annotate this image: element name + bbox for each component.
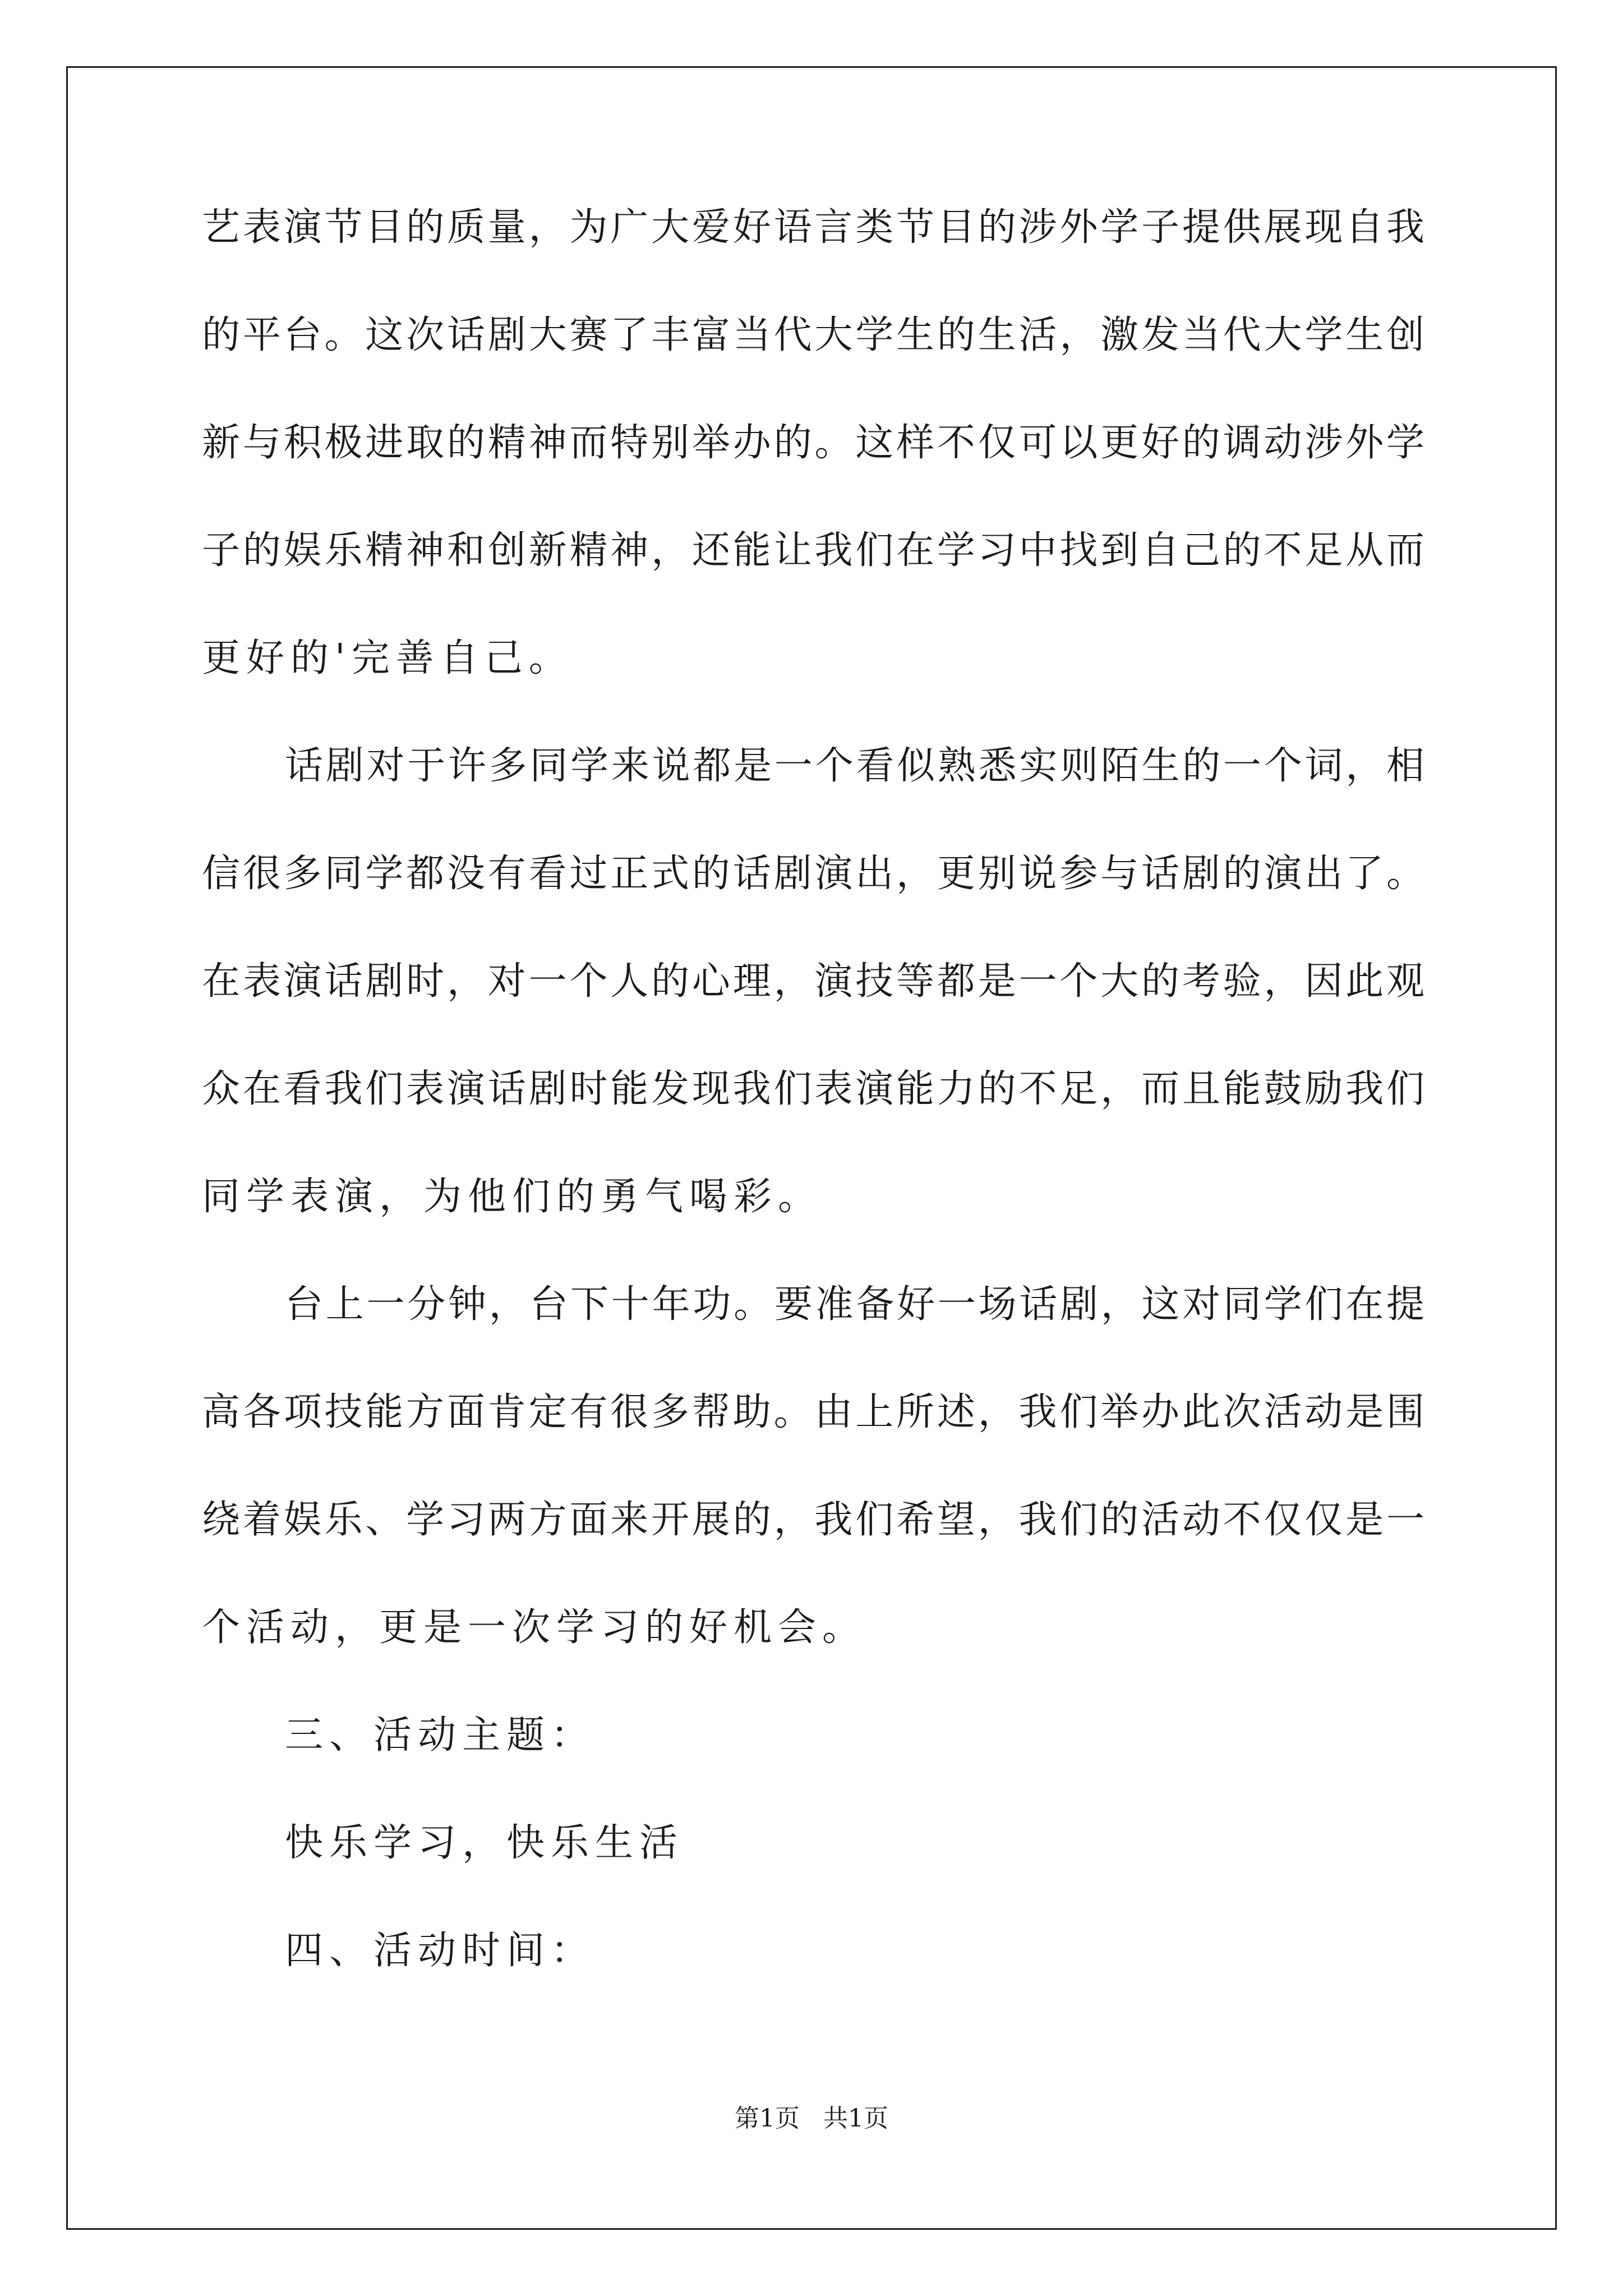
section-heading: 三、活动主题：	[285, 1713, 596, 1757]
text-line: 新与积极进取的精神而特别举办的。这样不仅可以更好的调动涉外学	[202, 421, 1424, 465]
text-line: 信很多同学都没有看过正式的话剧演出，更别说参与话剧的演出了。	[202, 852, 1424, 896]
paragraph-first-line: 话剧对于许多同学来说都是一个看似熟悉实则陌生的一个词，相	[285, 744, 1424, 788]
text-line: 子的娱乐精神和创新精神，还能让我们在学习中找到自己的不足从而	[202, 528, 1424, 573]
theme-text: 快乐学习，快乐生活	[285, 1821, 684, 1865]
text-line: 个活动，更是一次学习的好机会。	[202, 1605, 867, 1650]
text-line: 的平台。这次话剧大赛了丰富当代大学生的生活，激发当代大学生创	[202, 313, 1424, 357]
text-line: 艺表演节目的质量，为广大爱好语言类节目的涉外学子提供展现自我	[202, 205, 1424, 250]
text-line: 同学表演，为他们的勇气喝彩。	[202, 1175, 823, 1219]
text-line: 众在看我们表演话剧时能发现我们表演能力的不足，而且能鼓励我们	[202, 1067, 1424, 1111]
document-body	[202, 205, 1424, 2039]
paragraph-first-line: 台上一分钟，台下十年功。要准备好一场话剧，这对同学们在提	[285, 1282, 1424, 1327]
text-line: 更好的'完善自己。	[202, 636, 573, 680]
text-line: 在表演话剧时，对一个人的心理，演技等都是一个大的考验，因此观	[202, 959, 1424, 1004]
section-heading: 四、活动时间：	[285, 1929, 596, 1973]
text-line: 绕着娱乐、学习两方面来开展的，我们希望，我们的活动不仅仅是一	[202, 1498, 1424, 1542]
text-line: 高各项技能方面肯定有很多帮助。由上所述，我们举办此次活动是围	[202, 1390, 1424, 1434]
page-number-footer: 第1页 共1页	[735, 2104, 888, 2133]
